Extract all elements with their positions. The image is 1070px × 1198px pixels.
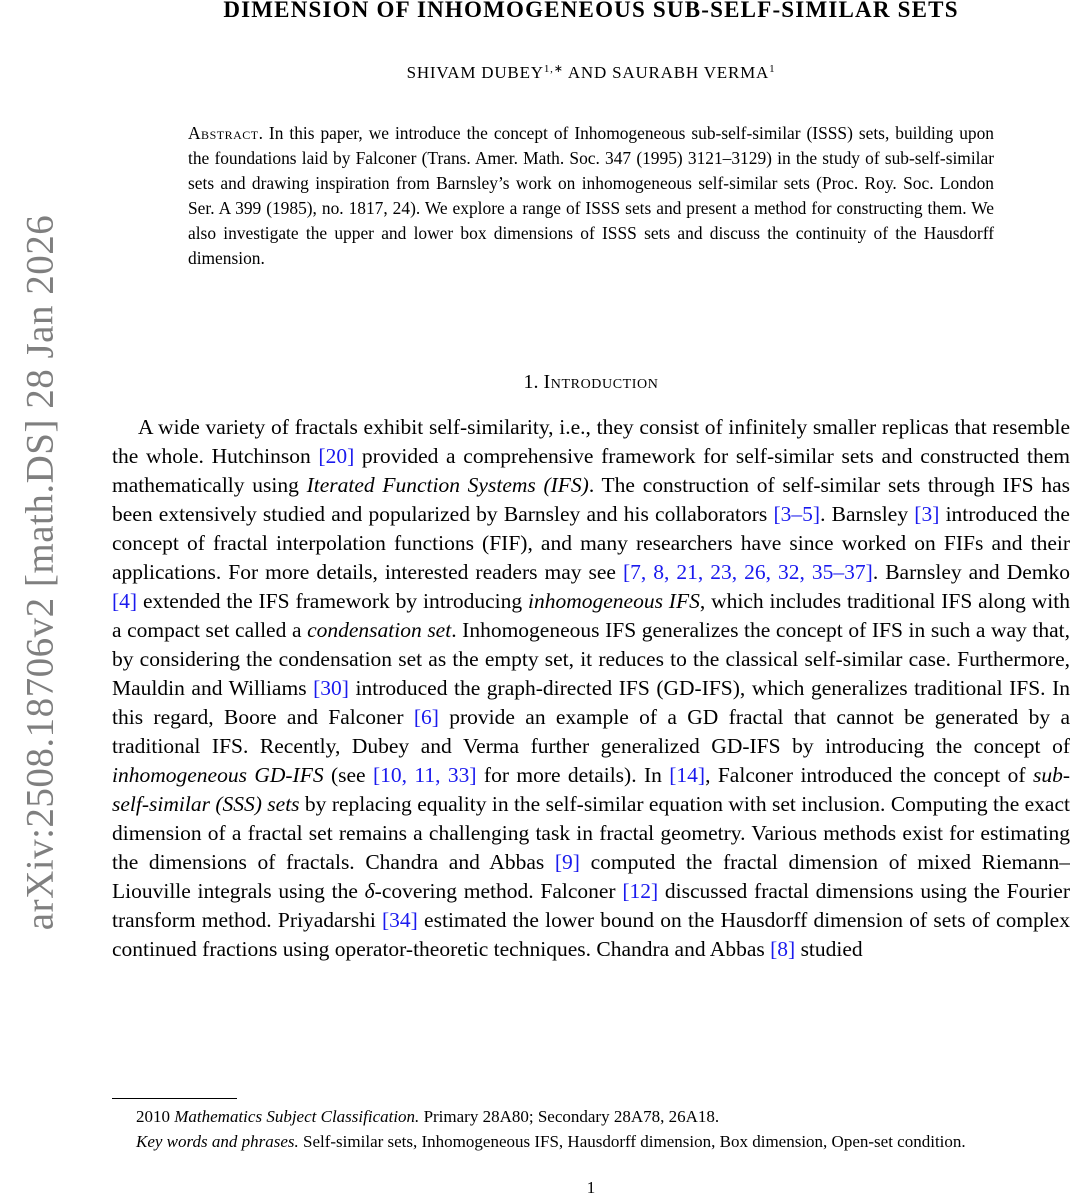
paper-title: DIMENSION OF INHOMOGENEOUS SUB-SELF-SIMILAR SETS [223,0,959,22]
citation-link[interactable]: [30] [313,676,349,700]
citation-link[interactable]: [8] [770,937,796,961]
text-run: A wide variety of fractals exhibit self-similarity, i.e., they consist of infinitely smaller replicas that resemble the whole. Hutchinson [112,415,1070,468]
author-line [112,62,1070,83]
abstract [188,121,994,271]
section-title: Introduction [543,371,659,393]
text-run: estimated the lower bound on the Hausdorff dimension of sets of complex continued fractions using operator-theoretic techniques. Chandra and Abbas [112,908,1070,961]
citation-link[interactable]: [7, 8, 21, 23, 26, 32, 35–37] [622,560,873,584]
footnotes [112,1104,1070,1154]
msc-year: 2010 [136,1107,175,1126]
citation-link[interactable]: [10, 11, 33] [372,763,477,787]
citation-link[interactable]: [6] [413,705,439,729]
emphasis: condensation set [307,618,452,642]
page-number: 1 [586,1178,596,1197]
arxiv-identifier-stamp: arXiv:2508.18706v2 [math.DS] 28 Jan 2026 [18,214,62,931]
author-conjunction: AND [563,63,613,82]
abstract-heading: Abstract [188,123,259,143]
footnote-divider [112,1098,237,1099]
citation-link[interactable]: [20] [318,444,355,468]
text-run: introduced the concept of fractal interpolation functions (FIF), and many researchers have since worked on FIFs and their applications. For more details, interested readers may see [112,502,1070,584]
affiliation-mark: 1,∗ [543,63,564,75]
citation-link[interactable]: [3–5] [773,502,821,526]
citation-link[interactable]: [34] [382,908,418,932]
math-symbol: δ [364,879,375,903]
section-number: 1. [523,371,539,393]
text-run: provided a comprehensive framework for self-similar sets and constructed them mathematically using [112,444,1070,497]
text-run: . Inhomogeneous IFS generalizes the concept of IFS in such a way that, by considering the condensation set as the empty set, it reduces to the classical self-similar case. Furthermore, Mauldin and Williams [112,618,1070,700]
text-run: provide an example of a GD fractal that cannot be generated by a traditional IFS. Recently, Dubey and Verma further generalized GD-IFS by introducing the concept of [112,705,1070,758]
text-run: by replacing equality in the self-similar equation with set inclusion. Computing the exact dimension of a fractal set remains a challenging task in fractal geometry. Various methods exist for estimating the dimensions of fractals. Chandra and Abbas [112,792,1070,874]
text-run: discussed fractal dimensions using the Fourier transform method. Priyadarshi [112,879,1070,932]
author-name: SHIVAM DUBEY [406,63,544,82]
author-name: SAURABH VERMA [612,63,770,82]
text-run: extended the IFS framework by introducing [137,589,528,613]
msc-text: Primary 28A80; Secondary 28A78, 26A18. [419,1107,720,1126]
text-run: (see [323,763,373,787]
introduction-body [112,413,1070,964]
abstract-text: . In this paper, we introduce the concept of Inhomogeneous sub-self-similar (ISSS) sets, building upon the foundations laid by Falconer (Trans. Amer. Math. Soc. 347 (1995) 3121–3129) in the study of sub-self-similar sets and drawing inspiration from Barnsley’s work on inhomogeneous self-similar sets (Proc. Roy. Soc. London Ser. A 399 (1985), no. 1817, 24). We explore a range of ISSS sets and present a method for constructing them. We also investigate the upper and lower box dimensions of ISSS sets and discuss the continuity of the Hausdorff dimension. [188,123,994,268]
keywords-footnote [112,1129,1070,1154]
text-run: for more details). In [476,763,670,787]
affiliation-mark: 1 [769,63,776,75]
text-run: . Barnsley [820,502,915,526]
emphasis: Iterated Function Systems (IFS) [306,473,589,497]
emphasis: inhomogeneous IFS [527,589,700,613]
text-run: . The construction of self-similar sets through IFS has been extensively studied and popularized by Barnsley and his collaborators [112,473,1070,526]
text-run: -covering method. Falconer [374,879,623,903]
citation-link[interactable]: [14] [669,763,706,787]
text-run: introduced the graph-directed IFS (GD-IFS), which generalizes traditional IFS. In this regard, Boore and Falconer [112,676,1070,729]
text-run: computed the fractal dimension of mixed Riemann–Liouville integrals using the [112,850,1070,903]
citation-link[interactable]: [4] [112,589,138,613]
emphasis: sub-self-similar (SSS) sets [112,763,1070,816]
text-run: studied [795,937,863,961]
msc-footnote [112,1104,1070,1129]
citation-link[interactable]: [9] [554,850,580,874]
keywords-text: Self-similar sets, Inhomogeneous IFS, Hausdorff dimension, Box dimension, Open-set condition. [298,1132,966,1151]
msc-label: Mathematics Subject Classification. [174,1107,420,1126]
emphasis: inhomogeneous GD-IFS [112,763,324,787]
citation-link[interactable]: [12] [622,879,659,903]
paragraph [112,413,1070,964]
keywords-label: Key words and phrases. [136,1132,299,1151]
text-run: , Falconer introduced the concept of [705,763,1033,787]
citation-link[interactable]: [3] [914,502,940,526]
text-run: . Barnsley and Demko [872,560,1070,584]
section-heading [112,371,1070,394]
text-run: , which includes traditional IFS along with a compact set called a [112,589,1070,642]
